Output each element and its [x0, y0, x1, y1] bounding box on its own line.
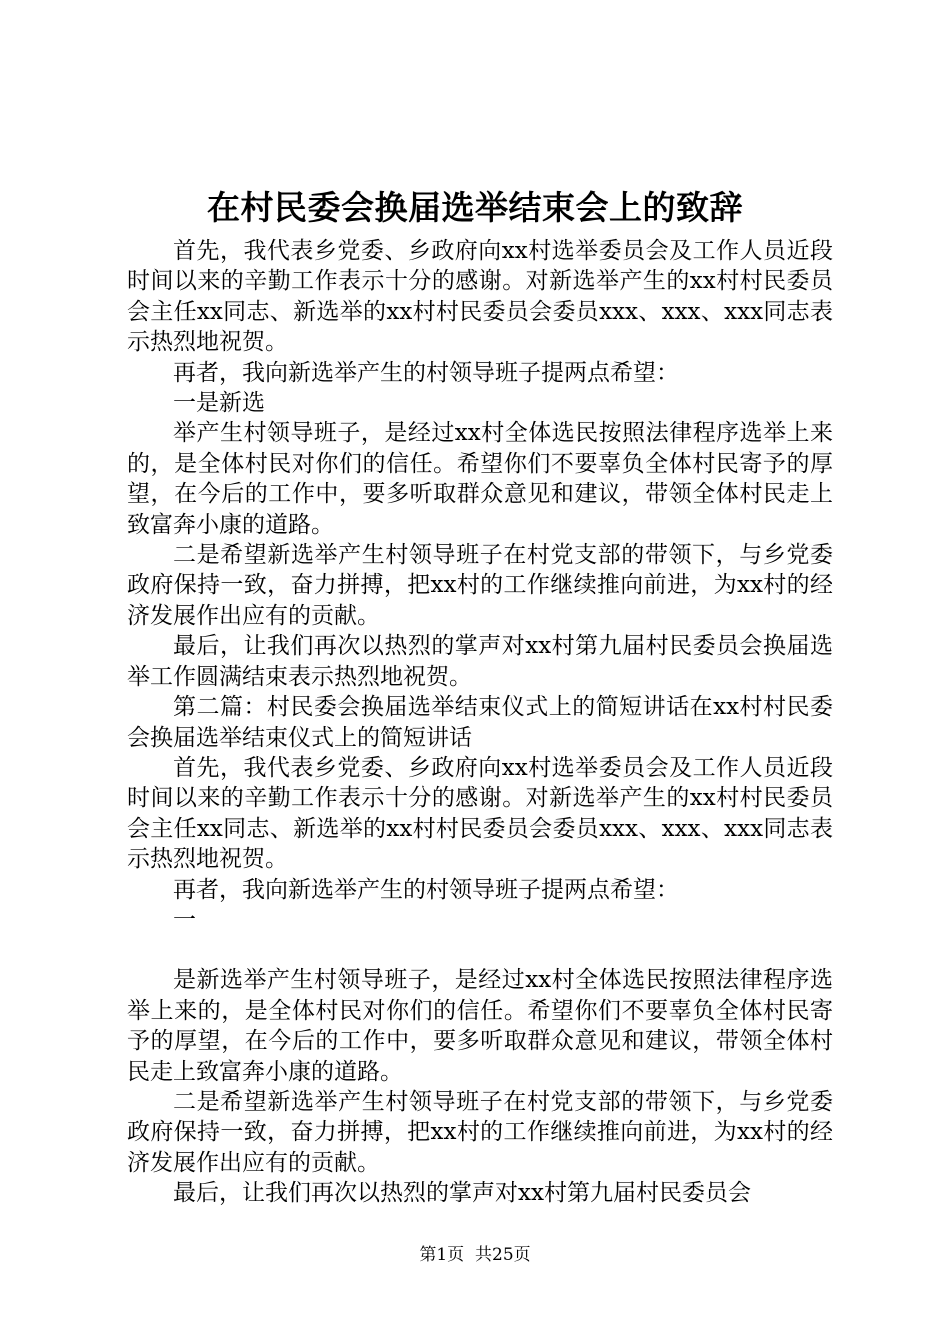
- paragraph: 一是新选: [173, 390, 265, 417]
- paragraph: 是新选举产生村领导班子，是经过xx村全体选民按照法律程序选举上来的，是全体村民对你们的信任。希望你们不要辜负全体村民寄予的厚望，在今后的工作中，要多听取群众意见和建议，带领全体村民走上致富奔小康的道路。: [127, 967, 833, 1085]
- section-heading: 第二篇：村民委会换届选举结束仪式上的简短讲话在xx村村民委会换届选举结束仪式上的简短讲话: [127, 694, 833, 751]
- page-footer: [0, 1243, 950, 1267]
- paragraph: 再者，我向新选举产生的村领导班子提两点希望：: [173, 359, 679, 386]
- paragraph: 二是希望新选举产生村领导班子在村党支部的带领下，与乡党委政府保持一致，奋力拼搏，把xx村的工作继续推向前进，为xx村的经济发展作出应有的贡献。: [127, 1088, 833, 1176]
- document-title: 在村民委会换届选举结束会上的致辞: [207, 188, 743, 227]
- paragraph: 举产生村领导班子，是经过xx村全体选民按照法律程序选举上来的，是全体村民对你们的信任。希望你们不要辜负全体村民寄予的厚望，在今后的工作中，要多听取群众意见和建议，带领全体村民走上致富奔小康的道路。: [127, 420, 833, 538]
- paragraph: 再者，我向新选举产生的村领导班子提两点希望：: [173, 876, 679, 903]
- page-number: 第1页: [419, 1245, 465, 1265]
- document-body: [127, 236, 833, 1209]
- paragraph: 最后，让我们再次以热烈的掌声对xx村第九届村民委员会换届选举工作圆满结束表示热烈地祝贺。: [127, 633, 833, 690]
- paragraph: 最后，让我们再次以热烈的掌声对xx村第九届村民委员会: [173, 1180, 751, 1207]
- paragraph: 首先，我代表乡党委、乡政府向xx村选举委员会及工作人员近段时间以来的辛勤工作表示十分的感谢。对新选举产生的xx村村民委员会主任xx同志、新选举的xx村村民委员会委员xxx、xxx、xxx同志表示热烈地祝贺。: [127, 238, 833, 356]
- page-total: 共25页: [475, 1245, 531, 1265]
- paragraph: 首先，我代表乡党委、乡政府向xx村选举委员会及工作人员近段时间以来的辛勤工作表示十分的感谢。对新选举产生的xx村村民委员会主任xx同志、新选举的xx村村民委员会委员xxx、xxx、xxx同志表示热烈地祝贺。: [127, 754, 833, 873]
- paragraph: 二是希望新选举产生村领导班子在村党支部的带领下，与乡党委政府保持一致，奋力拼搏，把xx村的工作继续推向前进，为xx村的经济发展作出应有的贡献。: [127, 542, 833, 629]
- paragraph: 一: [173, 906, 196, 933]
